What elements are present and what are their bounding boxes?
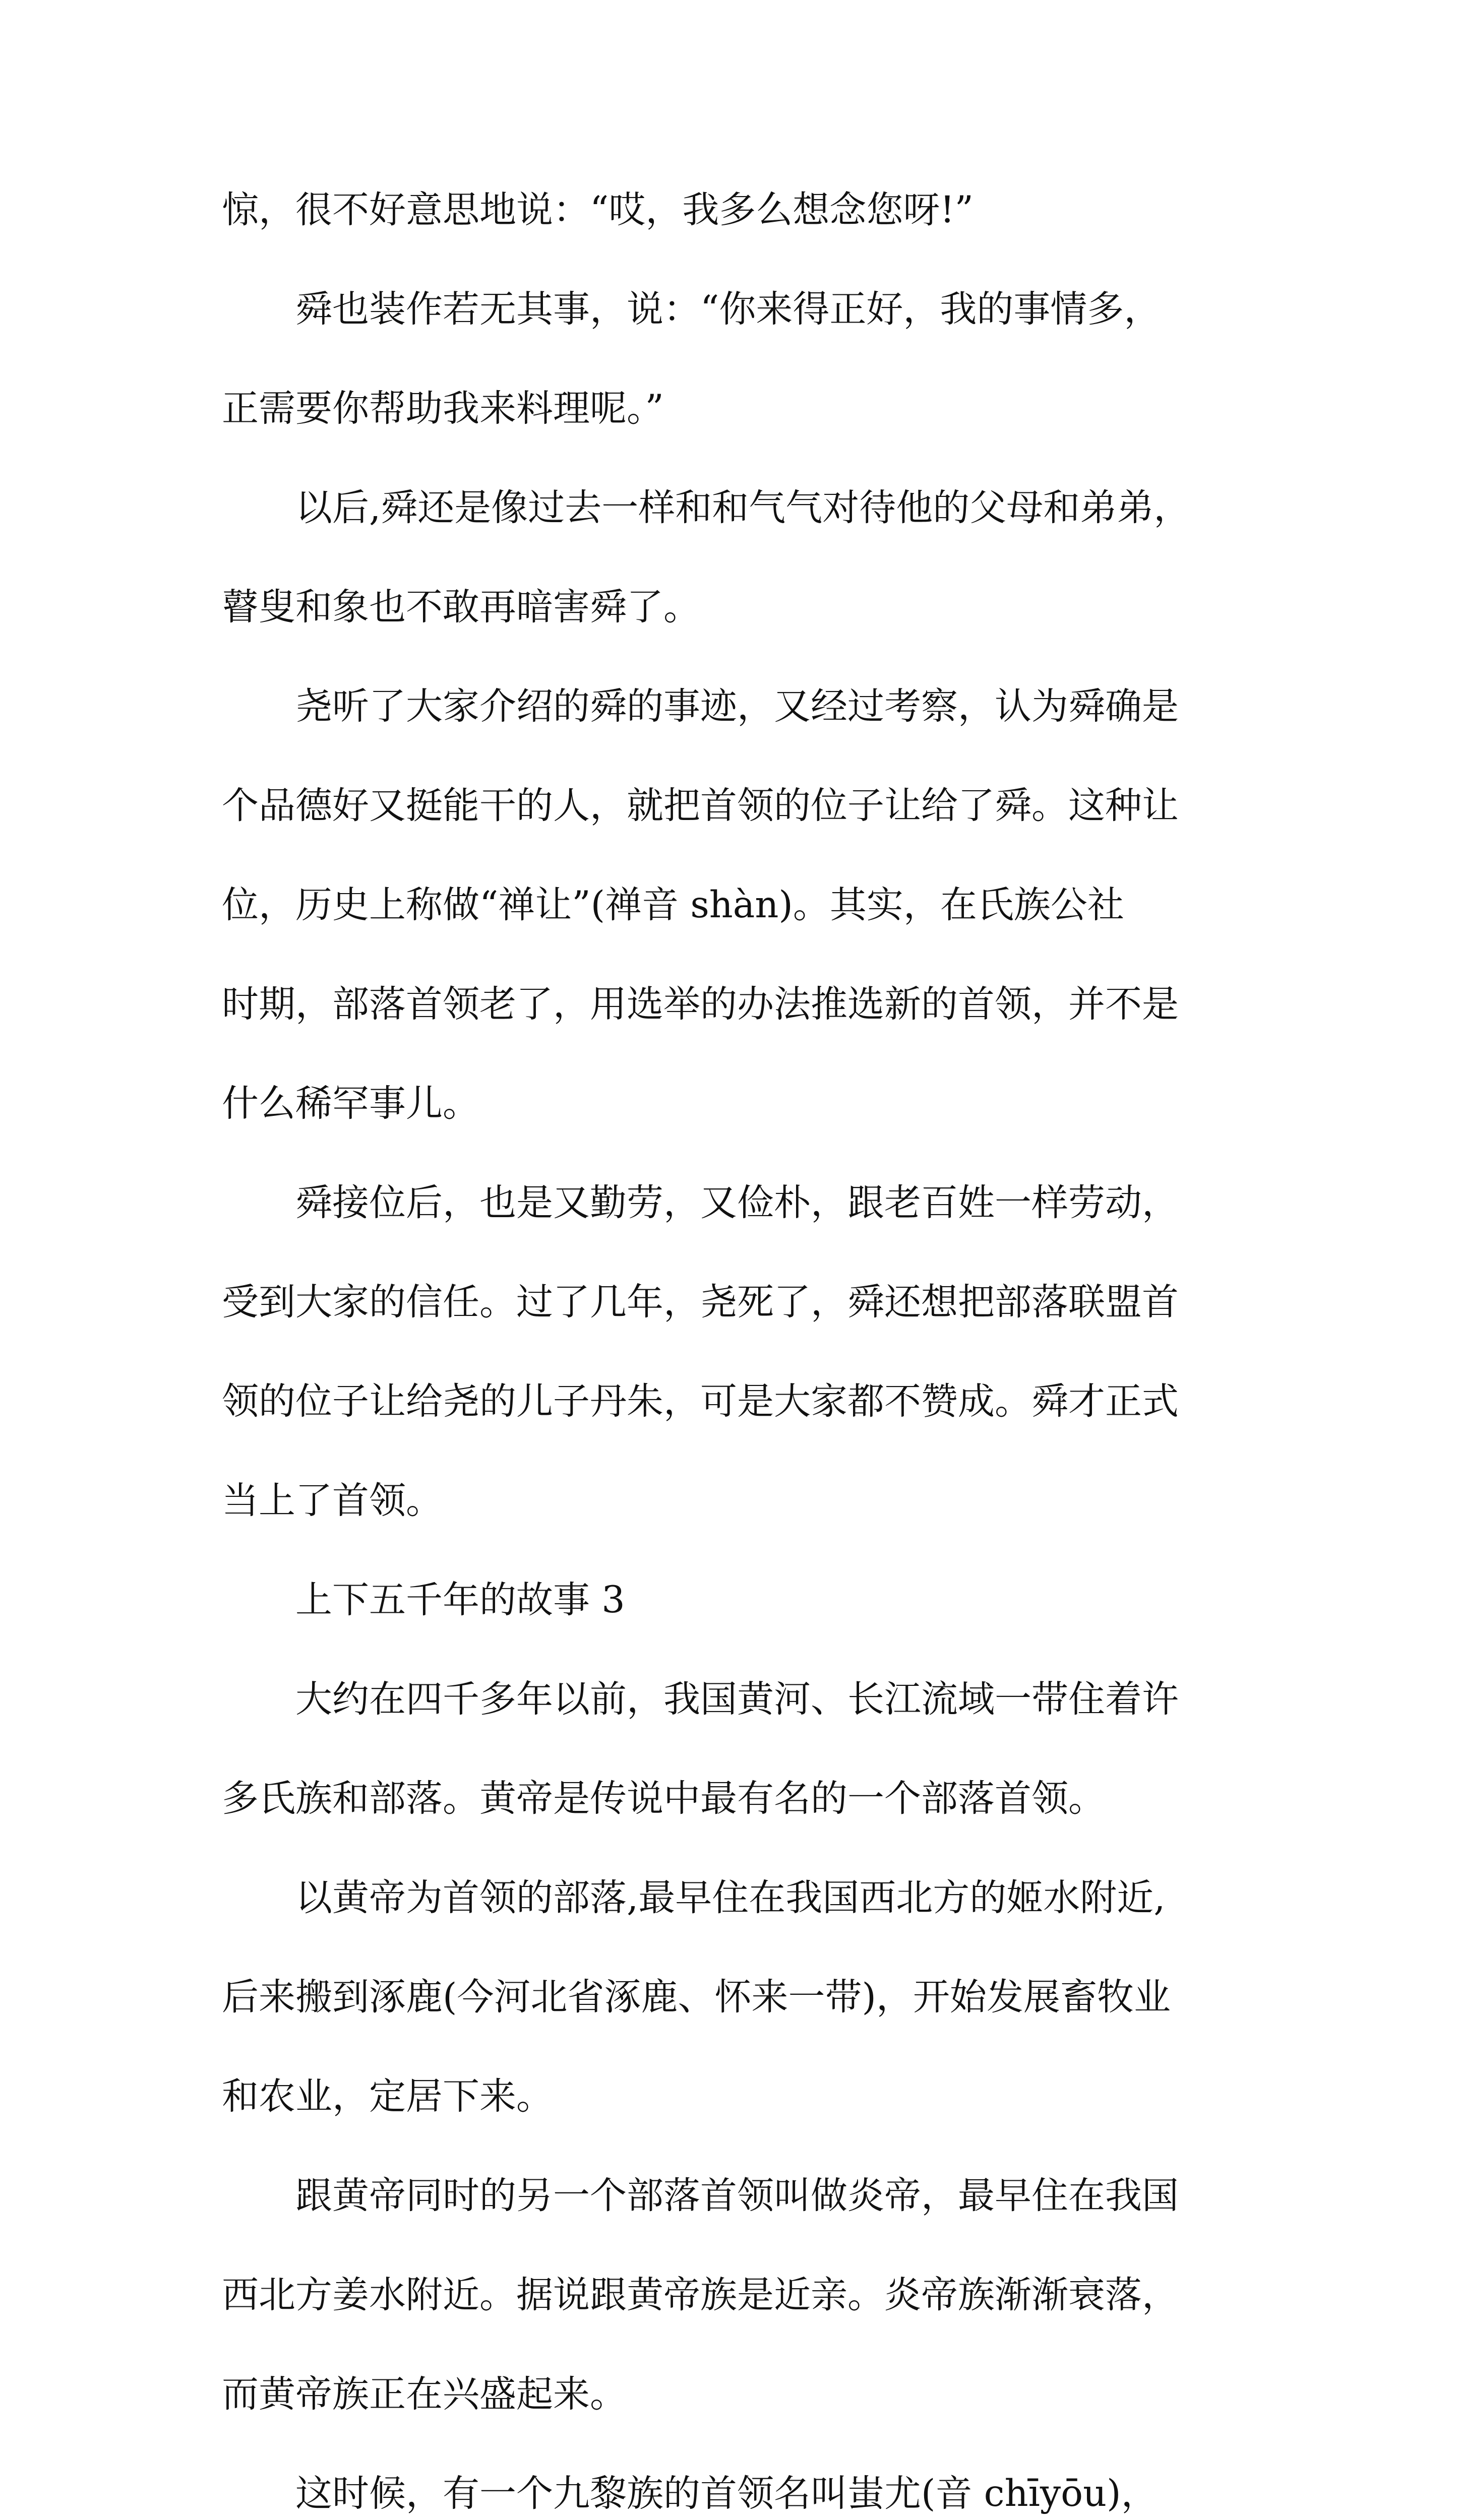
body-text: 惊，很不好意思地说：“哎，我多么想念您呀!” 舜也装作若无其事，说：“你来得正好，我的事情多， 正需要你帮助我来料理呢。” 以后,舜还是像过去一样和和气气对待他的父母和弟弟， 瞽叟和象也不敢再暗害舜了。 尧听了大家介绍的舜的事迹，又经过考察，认为舜确是 个品德好又挺能干的人，就把首领的位子让给了舜。这种让 位，历史上称做“禅让”(禅音 shàn)。其实，在氏族公社 时期，部落首领老了，用选举的办法推选新的首领，并不是 什么稀罕事儿。 舜接位后，也是又勤劳，又俭朴，跟老百姓一样劳动， 受到大家的信任。过了几年，尧死了，舜还想把部落联盟首 领的位子让给尧的儿子丹朱，可是大家都不赞成。舜才正式 当上了首领。 上下五千年的故事 3 大约在四千多年以前，我国黄河、长江流域一带住着许 多氏族和部落。黄帝是传说中最有名的一个部落首领。 以黄帝为首领的部落,最早住在我国西北方的姬水附近, 后来搬到涿鹿(今河北省涿鹿、怀来一带)，开始发展畜牧业 和农业，定居下来。 跟黄帝同时的另一个部落首领叫做炎帝，最早住在我国 西北方姜水附近。据说跟黄帝族是近亲。炎帝族渐渐衰落， 而黄帝族正在兴盛起来。 这时候，有一个九黎族的首领名叫蚩尤(音 chīyōu)， — [222, 188, 1191, 2515]
